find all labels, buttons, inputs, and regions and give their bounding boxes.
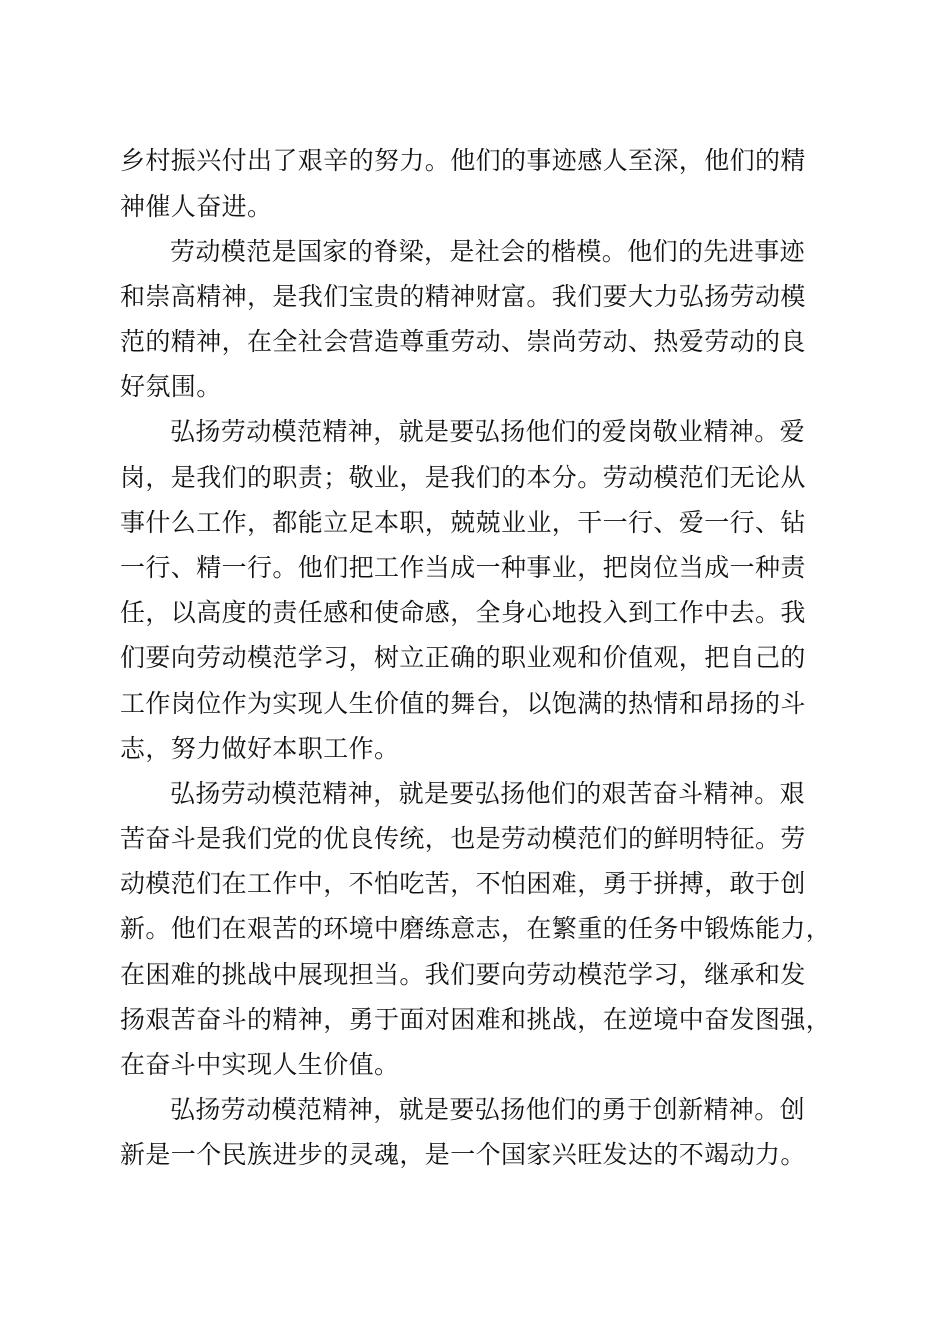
paragraph-first-line: 劳动模范是国家的脊梁，是社会的楷模。他们的先进事迹 [170,237,806,266]
text-line: 一行、精一行。他们把工作当成一种事业，把岗位当成一种责 [120,553,806,582]
text-line: 们要向劳动模范学习，树立正确的职业观和价值观，把自己的 [120,643,806,672]
text-line: 乡村振兴付出了艰辛的努力。他们的事迹感人至深，他们的精 [120,146,806,175]
text-line: 好氛围。 [120,372,222,401]
text-line: 新是一个民族进步的灵魂，是一个国家兴旺发达的不竭动力。 [120,1140,806,1169]
text-line: 苦奋斗是我们党的优良传统，也是劳动模范们的鲜明特征。劳 [120,824,806,853]
text-line: 志，努力做好本职工作。 [120,734,400,763]
text-line: 岗，是我们的职责；敬业，是我们的本分。劳动模范们无论从 [120,463,806,492]
paragraph-first-line: 弘扬劳动模范精神，就是要弘扬他们的艰苦奋斗精神。艰 [170,779,806,808]
text-line: 工作岗位作为实现人生价值的舞台，以饱满的热情和昂扬的斗 [120,689,806,718]
text-line: 动模范们在工作中，不怕吃苦，不怕困难，勇于拼搏，敢于创 [120,869,806,898]
text-line: 在困难的挑战中展现担当。我们要向劳动模范学习，继承和发 [120,960,806,989]
text-line: 任，以高度的责任感和使命感，全身心地投入到工作中去。我 [120,598,806,627]
text-line: 扬艰苦奋斗的精神，勇于面对困难和挑战，在逆境中奋发图强， [120,1005,832,1034]
paragraph-first-line: 弘扬劳动模范精神，就是要弘扬他们的爱岗敬业精神。爱 [170,417,806,446]
paragraph-first-line: 弘扬劳动模范精神，就是要弘扬他们的勇于创新精神。创 [170,1095,806,1124]
text-line: 新。他们在艰苦的环境中磨练意志，在繁重的任务中锻炼能力， [120,914,832,943]
text-line: 神催人奋进。 [120,192,273,221]
text-line: 在奋斗中实现人生价值。 [120,1050,400,1079]
text-line: 范的精神，在全社会营造尊重劳动、崇尚劳动、热爱劳动的良 [120,327,806,356]
text-line: 和崇高精神，是我们宝贵的精神财富。我们要大力弘扬劳动模 [120,282,806,311]
text-line: 事什么工作，都能立足本职，兢兢业业，干一行、爱一行、钻 [120,508,806,537]
